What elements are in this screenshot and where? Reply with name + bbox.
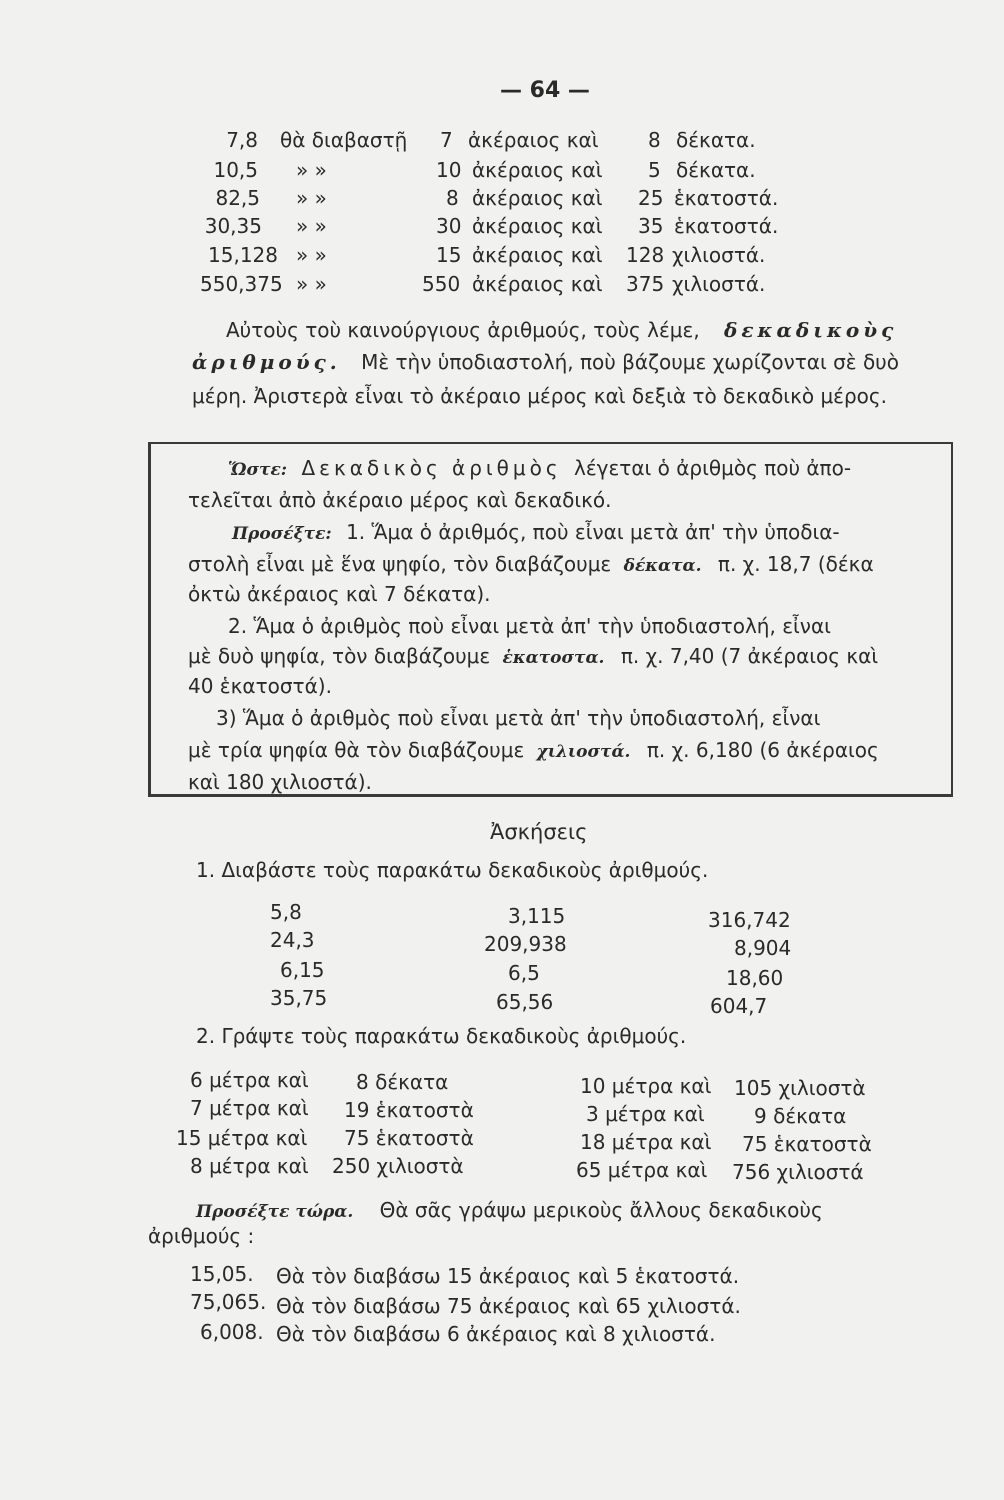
table-row [0, 160, 1004, 188]
list-item: 15 μέτρα καὶ [176, 1126, 308, 1150]
note-text: Θὰ σᾶς γράψω μερικοὺς ἄλλους δεκαδικοὺς [379, 1198, 823, 1222]
decimal-number: 550,375 [200, 272, 283, 296]
example-text: Θὰ τὸν διαβάσω 15 ἀκέραιος καὶ 5 ἑκατοστά. [276, 1264, 740, 1288]
box-text: τελεῖται ἀπὸ ἀκέραιο μέρος καὶ δεκαδικό. [188, 488, 612, 512]
table-row [0, 274, 1004, 302]
decimal-number: 30,35 [204, 214, 262, 238]
note-label: Προσέξτε τώρα. [196, 1202, 354, 1222]
list-item: 8 μέτρα καὶ [190, 1154, 309, 1178]
unit: ἑκατοστά. [674, 214, 779, 238]
fraction-part: 25 [638, 186, 664, 210]
fraction-part: 35 [638, 214, 664, 238]
box-text: 2. Ἅμα ὁ ἀριθμὸς ποὺ εἶναι μετὰ ἀπ' τὴν ὑποδιαστολή, εἶναι [228, 614, 831, 638]
intro-text: Μὲ τὴν ὑποδιαστολή, ποὺ βάζουμε χωρίζονται σὲ δυὸ [361, 350, 899, 374]
box-text: 40 ἑκατοστά). [188, 674, 332, 698]
emphasis-term: δεκαδικοὺς [724, 318, 898, 342]
list-item: 209,938 [484, 932, 567, 956]
example-text: Θὰ τὸν διαβάσω 75 ἀκέραιος καὶ 65 χιλιοστά. [276, 1294, 741, 1318]
list-item: 65 μέτρα καὶ [576, 1158, 708, 1182]
integer-part: 8 [446, 186, 459, 210]
list-item: 6,5 [508, 961, 540, 985]
example-number: 75,065. [190, 1290, 267, 1314]
decimal-number: 15,128 [208, 243, 278, 267]
box-heading: Ὥστε: [228, 460, 288, 480]
integer-part: 7 [440, 128, 453, 152]
verb: » » [296, 214, 327, 238]
intro-text: μέρη. Ἀριστερὰ εἶναι τὸ ἀκέραιο μέρος καὶ δεξιὰ τὸ δεκαδικὸ μέρος. [192, 384, 888, 408]
list-item: 18,60 [726, 966, 784, 990]
integer-part: 10 [436, 158, 462, 182]
box-text: 3) Ἅμα ὁ ἀριθμὸς ποὺ εἶναι μετὰ ἀπ' τὴν ὑποδιαστολή, εἶναι [216, 706, 821, 730]
box-text: π. χ. 7,40 (7 ἀκέραιος καὶ [620, 644, 879, 668]
exercise-2-label: 2. Γράψτε τοὺς παρακάτω δεκαδικοὺς ἀριθμούς. [196, 1024, 687, 1048]
fraction-part: 8 [648, 128, 661, 152]
integer-part: 15 [436, 243, 462, 267]
intro-text: Αὐτοὺς τοὺ καινούργιους ἀριθμούς, τοὺς λέμε, [226, 318, 700, 342]
integer-part: 550 [422, 272, 461, 296]
words: ἀκέραιος καὶ [472, 158, 603, 182]
table-row [0, 245, 1004, 273]
list-item: 604,7 [710, 994, 768, 1018]
emphasis-term: ἑκατοστα. [502, 648, 605, 668]
list-item: 3 μέτρα καὶ [586, 1102, 705, 1126]
box-heading: Προσέξτε: [232, 524, 332, 544]
list-item: 35,75 [270, 986, 328, 1010]
verb: » » [296, 243, 327, 267]
list-item: 10 μέτρα καὶ [580, 1074, 712, 1098]
decimal-number: 10,5 [213, 158, 258, 182]
list-item: 18 μέτρα καὶ [580, 1130, 712, 1154]
table-row [0, 188, 1004, 216]
box-text: λέγεται ὁ ἀριθμὸς ποὺ ἀπο- [573, 456, 852, 480]
example-text: Θὰ τὸν διαβάσω 6 ἀκέραιος καὶ 8 χιλιοστά. [276, 1322, 716, 1346]
list-item: 105 χιλιοστὰ [734, 1076, 866, 1100]
list-item: 65,56 [496, 990, 554, 1014]
list-item: 24,3 [270, 928, 315, 952]
words: ἀκέραιος καὶ [472, 243, 603, 267]
decimal-number: 7,8 [226, 128, 258, 152]
list-item: 316,742 [708, 908, 791, 932]
note-text: ἀριθμούς : [148, 1224, 255, 1248]
box-text: μὲ δυὸ ψηφία, τὸν διαβάζουμε [188, 644, 491, 668]
exercise-1-label: 1. Διαβάστε τοὺς παρακάτω δεκαδικοὺς ἀριθμούς. [196, 858, 709, 882]
emphasis-term: ἀριθμούς. [192, 350, 341, 374]
box-text: 1. Ἅμα ὁ ἀριθμός, ποὺ εἶναι μετὰ ἀπ' τὴν ὑποδια- [346, 520, 840, 544]
fraction-part: 128 [626, 243, 665, 267]
words: ἀκέραιος καὶ [472, 272, 603, 296]
unit: δέκατα. [676, 128, 756, 152]
words: ἀκέραιος καὶ [468, 128, 599, 152]
list-item: 7 μέτρα καὶ [190, 1096, 309, 1120]
box-text: στολὴ εἶναι μὲ ἕνα ψηφίο, τὸν διαβάζουμε [188, 552, 612, 576]
list-item: 6 μέτρα καὶ [190, 1068, 309, 1092]
box-text: μὲ τρία ψηφία θὰ τὸν διαβάζουμε [188, 738, 525, 762]
box-text: π. χ. 6,180 (6 ἀκέραιος [646, 738, 879, 762]
emphasis-term: χιλιοστά. [536, 742, 631, 762]
list-item: 8 δέκατα [356, 1070, 449, 1094]
list-item: 75 ἑκατοστὰ [344, 1126, 474, 1150]
example-number: 6,008. [200, 1320, 264, 1344]
list-item: 8,904 [734, 936, 792, 960]
table-row [0, 216, 1004, 244]
words: ἀκέραιος καὶ [472, 186, 603, 210]
unit: δέκατα. [676, 158, 756, 182]
list-item: 5,8 [270, 900, 302, 924]
unit: ἑκατοστά. [674, 186, 779, 210]
page-number: — 64 — [500, 78, 590, 103]
unit: χιλιοστά. [672, 243, 766, 267]
integer-part: 30 [436, 214, 462, 238]
fraction-part: 375 [626, 272, 665, 296]
box-text: ὀκτὼ ἀκέραιος καὶ 7 δέκατα). [188, 582, 491, 606]
list-item: 3,115 [508, 904, 566, 928]
note-line [196, 1200, 823, 1221]
example-number: 15,05. [190, 1262, 254, 1286]
list-item: 75 ἑκατοστὰ [742, 1132, 872, 1156]
emphasis-term: δέκατα. [623, 556, 702, 576]
verb: » » [296, 186, 327, 210]
box-text: καὶ 180 χιλιοστά). [188, 770, 372, 794]
unit: χιλιοστά. [672, 272, 766, 296]
decimal-number: 82,5 [215, 186, 260, 210]
definition-term: Δεκαδικὸς ἀριθμὸς [301, 456, 562, 480]
table-row [0, 130, 1004, 158]
list-item: 19 ἑκατοστὰ [344, 1098, 474, 1122]
box-text: π. χ. 18,7 (δέκα [717, 552, 874, 576]
exercises-title: Ἀσκήσεις [490, 820, 588, 844]
words: ἀκέραιος καὶ [472, 214, 603, 238]
verb: » » [296, 158, 327, 182]
list-item: 250 χιλιοστὰ [332, 1154, 464, 1178]
list-item: 756 χιλιοστά [732, 1160, 864, 1184]
fraction-part: 5 [648, 158, 661, 182]
verb: θὰ διαβαστῇ [280, 128, 408, 152]
list-item: 6,15 [280, 958, 325, 982]
verb: » » [296, 272, 327, 296]
list-item: 9 δέκατα [754, 1104, 847, 1128]
